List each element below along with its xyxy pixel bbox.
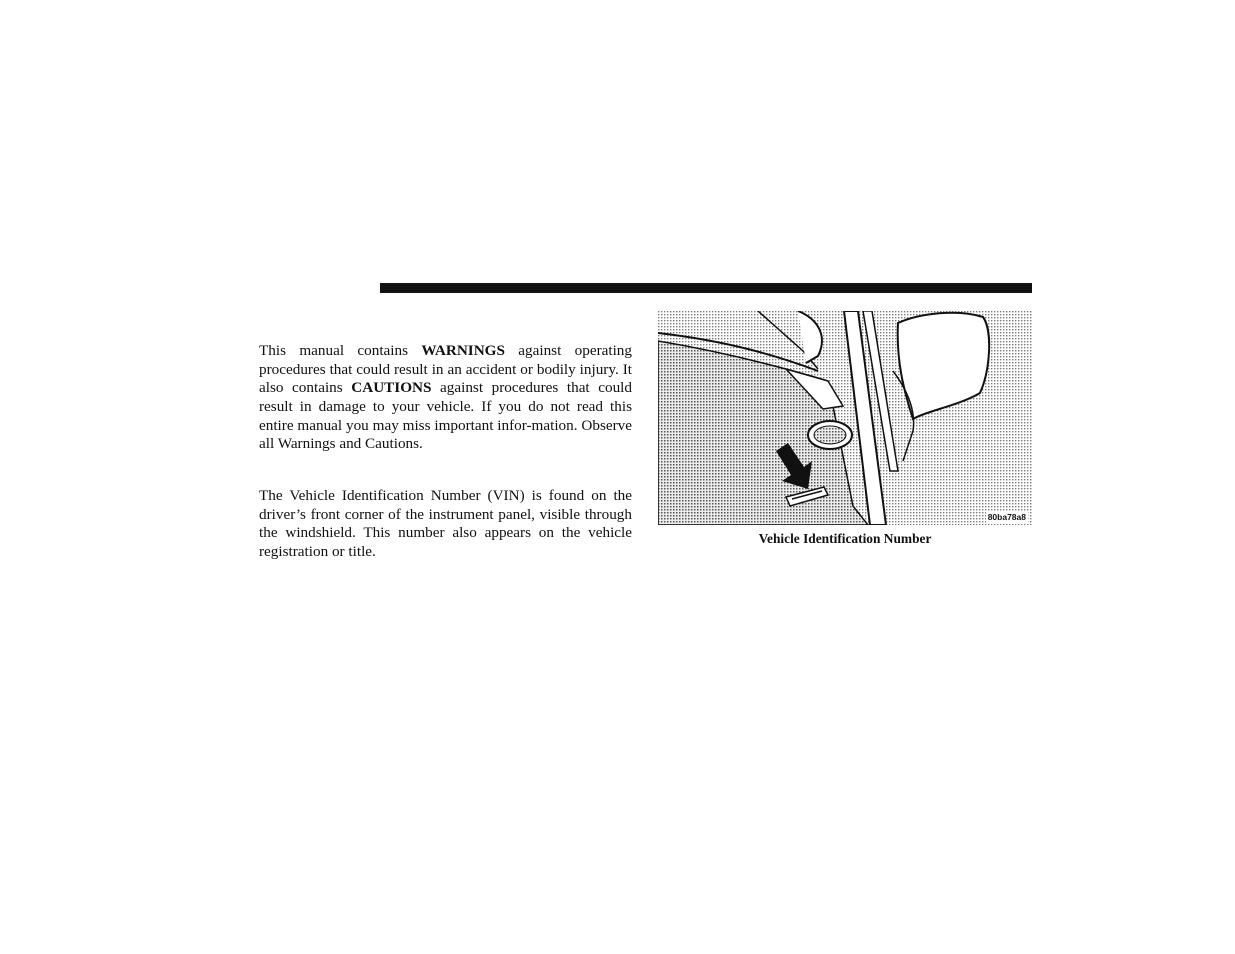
- para1-text-2: against operating procedures that could result in an accident or bodily injury. It also contains: [259, 342, 632, 397]
- warnings-cautions-paragraph: [259, 342, 632, 454]
- figure-code: 80ba78a8: [987, 512, 1026, 522]
- para1-text-3: against procedures that could result in damage to your vehicle. If you do not read this entire manual you may miss important infor-mation. Observe all Warnings and Cautions.: [259, 379, 632, 453]
- warnings-term: WARNINGS: [421, 342, 505, 360]
- vin-illustration-drawing: [658, 311, 1032, 525]
- vin-location-illustration: [658, 311, 1032, 525]
- para1-text-1: This manual contains: [259, 342, 422, 360]
- vin-location-paragraph: The Vehicle Identification Number (VIN) is found on the driver’s front corner of the instrument panel, visible through the windshield. This number also appears on the vehicle registration or title.: [259, 487, 632, 560]
- cautions-term: CAUTIONS: [351, 379, 432, 397]
- figure-caption: Vehicle Identification Number: [758, 531, 932, 546]
- section-header-rule: [380, 283, 1032, 293]
